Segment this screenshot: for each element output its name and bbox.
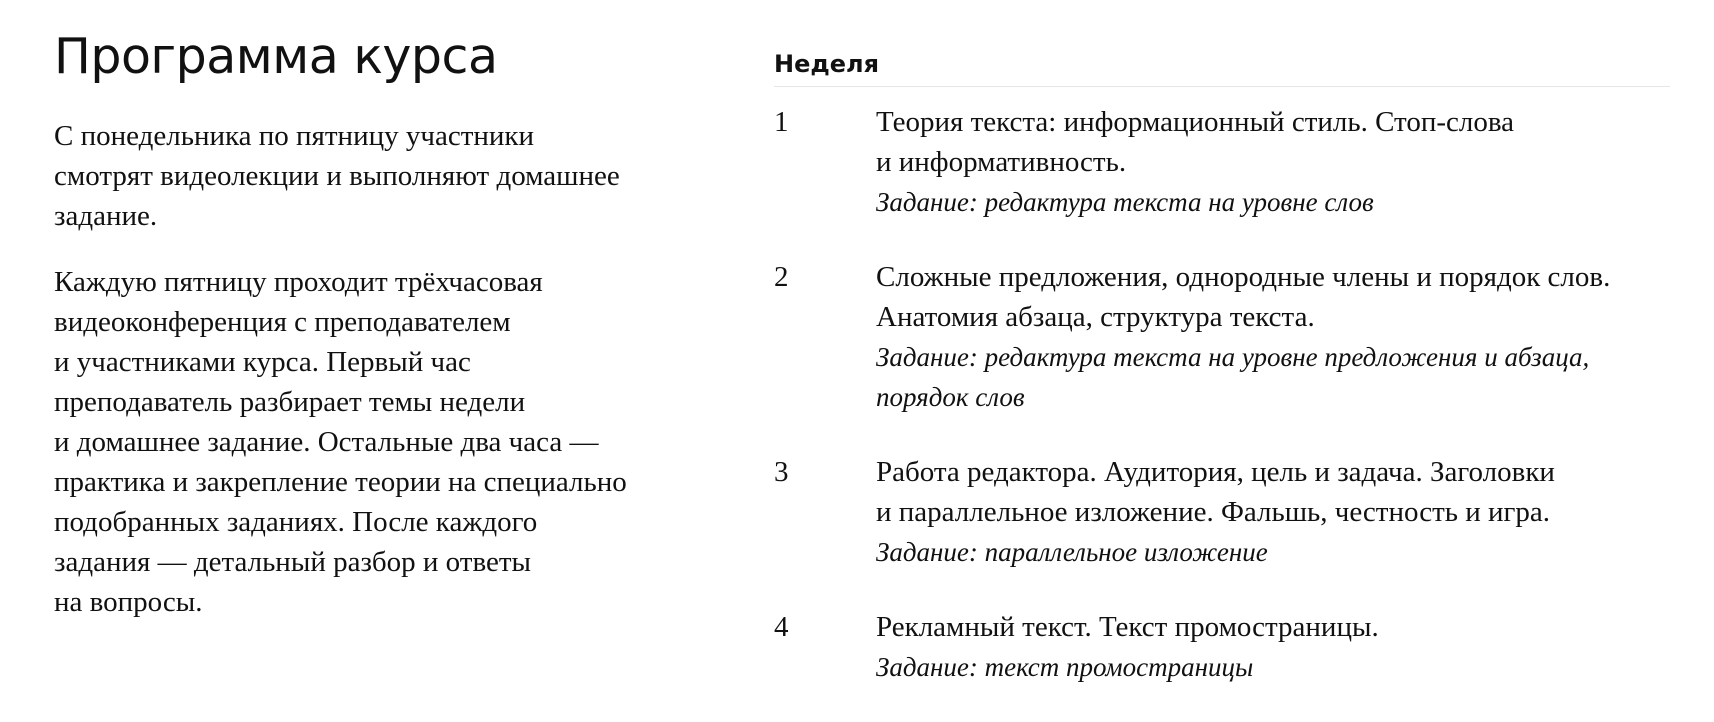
week-topics: Теория текста: информационный стиль. Стоп-слова и информативность.: [876, 106, 1515, 178]
week-content: [876, 257, 1670, 417]
table-header: [774, 44, 1670, 87]
week-topics: Рекламный текст. Текст промостраницы.: [876, 611, 1379, 643]
intro-paragraph-schedule: С понедельника по пятницу участники смотрят видеолекции и выполняют домашнее задание.: [54, 120, 620, 232]
week-row-3: [774, 452, 1670, 572]
week-content: [876, 607, 1670, 687]
week-topics: Работа редактора. Аудитория, цель и задача. Заголовки и параллельное изложение. Фальшь, честность и игра.: [876, 456, 1555, 528]
week-assignment: Задание: редактура текста на уровне предложения и абзаца, порядок слов: [876, 342, 1590, 412]
week-assignment: Задание: параллельное изложение: [876, 537, 1268, 567]
week-content: [876, 102, 1670, 222]
week-number: 3: [774, 456, 789, 488]
week-row-1: [774, 102, 1670, 222]
week-content: [876, 452, 1670, 572]
week-row-2: [774, 257, 1670, 417]
course-intro-section: [54, 24, 694, 648]
week-number: 4: [774, 611, 789, 643]
week-assignment: Задание: текст промостраницы: [876, 652, 1254, 682]
week-assignment: Задание: редактура текста на уровне слов: [876, 187, 1374, 217]
weekly-schedule-table: [774, 44, 1670, 722]
intro-paragraph-conference: Каждую пятницу проходит трёхчасовая видеоконференция с преподавателем и участниками курса. Первый час преподаватель разбирает темы недели и домашнее задание. Остальные два часа — практика и закрепление теории на специально подобранных заданиях. После каждого задания — детальный разбор и ответы на вопросы.: [54, 266, 627, 618]
week-number: 1: [774, 106, 789, 138]
week-number: 2: [774, 261, 789, 293]
week-topics: Сложные предложения, однородные члены и порядок слов. Анатомия абзаца, структура текста.: [876, 261, 1611, 333]
week-column-header: Неделя: [774, 50, 880, 78]
week-row-4: [774, 607, 1670, 687]
page-title: Программа курса: [54, 28, 498, 85]
